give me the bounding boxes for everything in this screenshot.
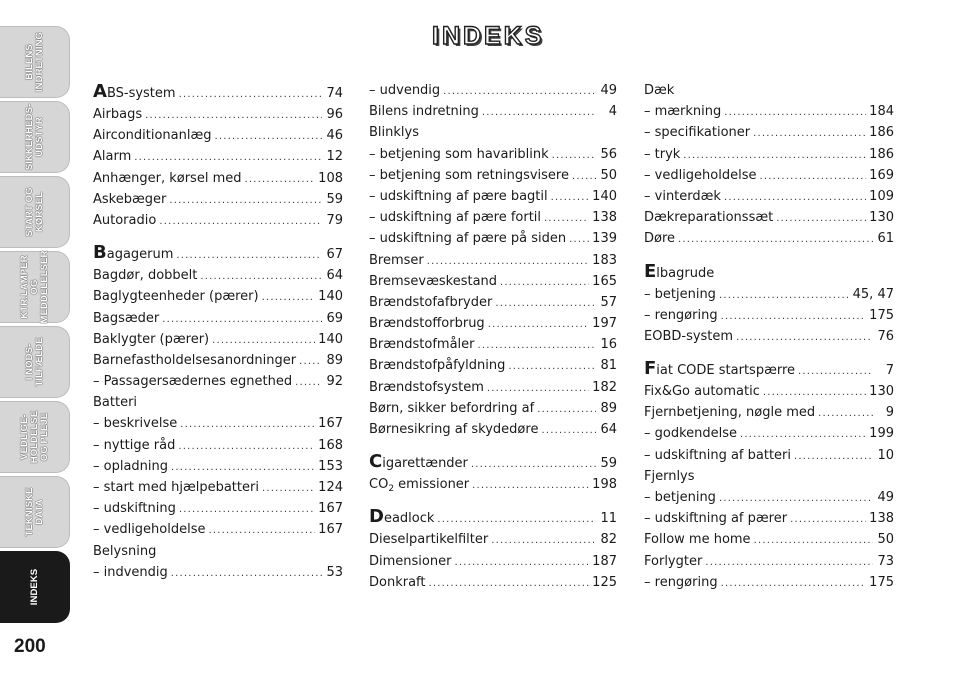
entry-label: Fjernlys (644, 468, 695, 484)
entry-label (644, 260, 714, 286)
dot-leader (537, 399, 596, 420)
entry-label: Baglygteenheder (pærer) (93, 289, 259, 305)
entry-label: – vedligeholdelse (93, 522, 206, 538)
entry-label: – mærkning (644, 104, 722, 120)
tab-bilens-indretning[interactable] (0, 26, 70, 98)
entry-page: 79 (326, 212, 343, 228)
dot-leader (487, 378, 589, 399)
entry-label-part: iat CODE startspærre (656, 363, 796, 379)
entry-page: 16 (600, 337, 617, 353)
index-entry[interactable] (369, 572, 617, 593)
entry-label: Autoradio (93, 212, 157, 228)
entry-label: – betjening (644, 286, 716, 302)
section-initial: B (93, 242, 107, 264)
index-entry[interactable] (93, 519, 343, 540)
entry-label: Follow me home (644, 532, 751, 548)
dot-leader (719, 285, 850, 306)
entry-page: 89 (326, 352, 343, 368)
entry-page: 50 (600, 167, 617, 183)
entry-page: 167 (318, 416, 343, 432)
entry-label-part: agagerum (106, 247, 174, 263)
index-entry[interactable] (369, 101, 617, 122)
index-entry[interactable] (644, 508, 894, 529)
dot-leader (299, 351, 322, 372)
index-entry[interactable] (644, 101, 894, 122)
entry-label: Barnefastholdelsesanordninger (93, 352, 297, 368)
index-entry[interactable] (369, 398, 617, 419)
index-heading (644, 260, 894, 284)
entry-page: 59 (600, 456, 617, 472)
dot-leader (471, 453, 596, 477)
index-entry[interactable] (369, 80, 617, 101)
entry-page: 187 (592, 553, 617, 569)
index-entry[interactable] (369, 551, 617, 572)
index-entry[interactable] (369, 377, 617, 398)
dot-leader (245, 169, 316, 190)
section-initial: C (369, 451, 383, 473)
entry-page: 184 (869, 104, 894, 120)
entry-page: 108 (318, 170, 343, 186)
index-entry[interactable] (93, 371, 343, 392)
index-entry[interactable] (369, 474, 617, 495)
entry-page: 124 (318, 480, 343, 495)
entry-page: 82 (600, 532, 617, 548)
index-heading (93, 392, 343, 413)
dot-leader (427, 251, 589, 272)
entry-page: 9 (885, 405, 894, 421)
entry-page: 57 (600, 294, 617, 310)
entry-label: Anhænger, kørsel med (93, 170, 242, 186)
dot-leader (454, 552, 589, 573)
dot-leader (721, 573, 867, 594)
entry-page: 109 (869, 188, 894, 204)
tab-label: BILENS INDRETNING (23, 31, 45, 93)
index-entry[interactable] (369, 165, 617, 186)
tab-tekniske-data[interactable] (0, 476, 70, 548)
entry-label-part: igarettænder (382, 456, 468, 472)
entry-label-part: eadlock (383, 511, 435, 527)
dot-leader (500, 272, 589, 293)
entry-label: – udskiftning af pærer (644, 511, 788, 527)
dot-leader (134, 147, 322, 168)
index-entry[interactable] (644, 445, 894, 466)
dot-leader (212, 330, 315, 351)
entry-page: 138 (869, 511, 894, 527)
entry-page: 140 (318, 289, 343, 305)
entry-label: – betjening som retningsvisere (369, 167, 569, 183)
entry-label: – indvendig (93, 564, 168, 580)
index-entry[interactable] (93, 104, 343, 125)
tab-label: SIKKERHEDS- UDSTYR (23, 103, 45, 171)
entry-label: Fjernbetjening, nøgle med (644, 405, 816, 421)
entry-page: 59 (326, 191, 343, 207)
entry-page: 73 (877, 553, 894, 569)
dot-leader (760, 166, 867, 187)
index-entry[interactable] (644, 551, 894, 572)
dot-leader (215, 126, 322, 147)
index-entry[interactable] (644, 357, 894, 381)
entry-label: – rengøring (644, 574, 718, 590)
page-number: 200 (14, 636, 46, 657)
dot-leader (443, 81, 596, 102)
index-entry[interactable] (369, 207, 617, 228)
tab-label: I NØDS- TILFÆLDE (23, 337, 45, 387)
index-entry[interactable] (93, 308, 343, 329)
index-entry[interactable] (644, 122, 894, 143)
entry-page: 165 (592, 273, 617, 289)
entry-page: 45, 47 (852, 286, 894, 302)
index-entry[interactable] (369, 334, 617, 355)
entry-page: 92 (326, 374, 343, 390)
index-column-3 (644, 80, 894, 593)
entry-page: 89 (600, 400, 617, 416)
entry-page: 96 (326, 107, 343, 122)
entry-page: 67 (326, 247, 343, 263)
entry-label: – udskiftning af pære bagtil (369, 188, 548, 204)
dot-leader (763, 382, 866, 403)
entry-page: 49 (877, 490, 894, 505)
dot-leader (171, 457, 315, 478)
entry-page: 69 (326, 310, 343, 326)
dot-leader (482, 102, 596, 123)
entry-label: – Passagersædernes egnethed (93, 374, 293, 390)
index-heading (644, 466, 894, 487)
index-entry[interactable] (644, 144, 894, 165)
index-entry[interactable] (644, 165, 894, 186)
index-entry[interactable] (93, 189, 343, 210)
entry-label: – specifikationer (644, 125, 751, 141)
dot-leader (776, 208, 866, 229)
entry-page: 4 (608, 104, 617, 120)
index-entry[interactable] (644, 284, 894, 305)
entry-label: Dækreparationssæt (644, 210, 774, 226)
index-entry[interactable] (644, 326, 894, 347)
index-entry[interactable] (93, 286, 343, 307)
index-entry[interactable] (93, 241, 343, 265)
entry-label: Bagdør, dobbelt (93, 268, 198, 284)
entry-page: 199 (869, 426, 894, 442)
entry-label: Donkraft (369, 574, 426, 590)
entry-page: 7 (885, 363, 894, 379)
index-entry[interactable] (93, 456, 343, 477)
entry-page: 12 (326, 149, 343, 165)
index-entry[interactable] (644, 423, 894, 444)
dot-leader (262, 287, 316, 308)
index-entry[interactable] (369, 529, 617, 550)
entry-label-part: emissioner (394, 477, 470, 493)
entry-page: 56 (600, 146, 617, 162)
dot-leader (488, 314, 589, 335)
entry-label: Brændstofforbrug (369, 316, 485, 332)
entry-page: 175 (869, 307, 894, 323)
tab-label: START OG KØRSEL (23, 187, 45, 237)
dot-leader (145, 105, 322, 126)
entry-label: Dæk (644, 83, 675, 98)
dot-leader (551, 187, 590, 208)
entry-label: Airconditionanlæg (93, 128, 212, 144)
entry-page: 169 (869, 167, 894, 183)
tab-label: KTR.LAMPER OG MEDDELELSER (18, 250, 50, 324)
entry-label: – betjening som havariblink (369, 146, 549, 162)
index-entry[interactable] (93, 80, 343, 104)
entry-label (369, 450, 468, 476)
tab-label: TEKNISKE DATA (23, 487, 45, 537)
entry-page: 182 (592, 379, 617, 395)
dot-leader (262, 478, 315, 499)
section-initial: D (369, 506, 384, 528)
dot-leader (429, 573, 590, 594)
entry-label (644, 357, 795, 383)
dot-leader (478, 335, 596, 356)
entry-page: 74 (326, 86, 343, 101)
index-entry[interactable] (93, 329, 343, 350)
index-entry[interactable] (93, 210, 343, 231)
entry-page: 167 (318, 522, 343, 538)
index-entry[interactable] (93, 498, 343, 519)
dot-leader (544, 208, 589, 229)
entry-page: 53 (326, 564, 343, 580)
entry-label: Døre (644, 231, 676, 247)
entry-label: Airbags (93, 107, 143, 122)
dot-leader (721, 306, 867, 327)
dot-leader (740, 424, 866, 445)
entry-page: 130 (869, 384, 894, 400)
entry-page: 153 (318, 458, 343, 474)
entry-label: Bagsæder (93, 310, 160, 326)
entry-label: Alarm (93, 149, 132, 165)
dot-leader (798, 360, 873, 384)
index-entry[interactable] (93, 562, 343, 583)
dot-leader (491, 530, 596, 551)
tab-ktr-lamper[interactable] (0, 251, 70, 323)
dot-leader (179, 499, 315, 520)
entry-label: – vinterdæk (644, 188, 721, 204)
dot-leader (683, 145, 866, 166)
index-entry[interactable] (369, 228, 617, 249)
entry-page: 186 (869, 146, 894, 162)
entry-label (93, 241, 173, 267)
dot-leader (472, 475, 589, 496)
dot-leader (753, 123, 866, 144)
dot-leader (178, 436, 315, 457)
index-entry[interactable] (93, 168, 343, 189)
dot-leader (719, 488, 873, 509)
index-entry[interactable] (369, 250, 617, 271)
entry-label: – udskiftning af batteri (644, 447, 791, 463)
entry-label: Baklygter (pærer) (93, 331, 210, 347)
entry-page: 140 (318, 331, 343, 347)
dot-leader (179, 83, 322, 107)
dot-leader (159, 211, 322, 232)
tab-i-noedstilfaelde[interactable] (0, 326, 70, 398)
dot-leader (736, 327, 873, 348)
index-entry[interactable] (644, 487, 894, 508)
entry-page: 61 (877, 231, 894, 247)
index-entry[interactable] (644, 572, 894, 593)
dot-leader (495, 293, 596, 314)
entry-page: 125 (592, 574, 617, 590)
index-entry[interactable] (644, 305, 894, 326)
entry-page: 130 (869, 210, 894, 226)
index-entry[interactable] (369, 313, 617, 334)
index-entry[interactable] (644, 207, 894, 228)
index-entry[interactable] (93, 435, 343, 456)
section-initial: E (644, 260, 657, 282)
index-entry[interactable] (369, 419, 617, 440)
entry-label: – start med hjælpebatteri (93, 480, 259, 495)
dot-leader (200, 266, 322, 287)
entry-label: – tryk (644, 146, 681, 162)
index-entry[interactable] (644, 186, 894, 207)
section-initial: F (644, 358, 657, 380)
entry-label: BS-system (106, 86, 176, 101)
entry-label: – godkendelse (644, 426, 738, 442)
index-entry[interactable] (369, 355, 617, 376)
entry-page: 138 (592, 210, 617, 226)
entry-label: Fix&Go automatic (644, 384, 760, 400)
entry-page: 140 (592, 188, 617, 204)
entry-label: – nyttige råd (93, 437, 176, 453)
entry-page: 46 (326, 128, 343, 144)
entry-label: EOBD-system (644, 328, 734, 344)
dot-leader (569, 229, 589, 250)
index-entry[interactable] (93, 146, 343, 167)
entry-label (369, 505, 434, 531)
entry-label: Brændstofsystem (369, 379, 484, 395)
index-entry[interactable] (369, 450, 617, 474)
entry-label: Børn, sikker befordring af (369, 400, 535, 416)
entry-page: 168 (318, 437, 343, 453)
entry-page: 64 (600, 422, 617, 437)
tab-start-og-koersel[interactable] (0, 176, 70, 248)
entry-page: 197 (592, 316, 617, 332)
index-entry[interactable] (644, 402, 894, 423)
entry-page: 167 (318, 501, 343, 517)
dot-leader (754, 530, 873, 551)
tab-vedligeholdelse[interactable] (0, 401, 70, 473)
entry-label: – vedligeholdelse (644, 167, 757, 183)
entry-label: Børnesikring af skydedøre (369, 422, 539, 437)
tab-sikkerhedsudstyr[interactable] (0, 101, 70, 173)
entry-label: Forlygter (644, 553, 703, 569)
index-entry[interactable] (93, 265, 343, 286)
entry-label: – beskrivelse (93, 416, 178, 432)
entry-label: Batteri (93, 395, 138, 411)
entry-page: 198 (592, 477, 617, 493)
index-entry[interactable] (644, 228, 894, 249)
index-entry[interactable] (644, 381, 894, 402)
index-heading (644, 80, 894, 101)
entry-label: Bremsevæskestand (369, 273, 498, 289)
dot-leader (176, 244, 322, 268)
index-column-2 (369, 80, 617, 593)
entry-label: Brændstofmåler (369, 337, 475, 353)
entry-page: 49 (600, 83, 617, 98)
index-entry[interactable] (369, 292, 617, 313)
entry-label: – udvendig (369, 83, 441, 98)
index-entry[interactable] (369, 186, 617, 207)
entry-label: Blinklys (369, 125, 419, 141)
entry-label-part: CO (369, 477, 389, 493)
entry-label: Belysning (93, 543, 157, 559)
index-entry[interactable] (369, 505, 617, 529)
entry-page: 64 (326, 268, 343, 284)
entry-label: Brændstofpåfyldning (369, 358, 506, 374)
dot-leader (818, 403, 873, 424)
entry-page: 10 (877, 447, 894, 463)
index-entry[interactable] (369, 144, 617, 165)
dot-leader (180, 414, 315, 435)
dot-leader (572, 166, 596, 187)
entry-label: Dieselpartikelfilter (369, 532, 489, 548)
dot-leader (724, 187, 866, 208)
index-entry[interactable] (93, 477, 343, 498)
dot-leader (794, 446, 873, 467)
page-title: INDEKS (432, 22, 545, 50)
entry-label: Askebæger (93, 191, 167, 207)
index-entry[interactable] (93, 125, 343, 146)
entry-label (93, 80, 176, 106)
entry-page: 81 (600, 358, 617, 374)
section-initial: A (93, 81, 107, 102)
index-entry[interactable] (93, 350, 343, 371)
dot-leader (552, 145, 596, 166)
entry-page: 50 (877, 532, 894, 548)
entry-label: Dimensioner (369, 553, 452, 569)
entry-label: Bilens indretning (369, 104, 479, 120)
entry-label: Bremser (369, 252, 424, 268)
entry-label: – udskiftning af pære fortil (369, 210, 542, 226)
dot-leader (169, 190, 322, 211)
dot-leader (724, 102, 866, 123)
dot-leader (541, 420, 596, 441)
entry-label-part: 2 (388, 484, 395, 495)
tab-label: VEDLIGE- HOLDELSE OG PLEJE (18, 410, 50, 464)
index-heading (93, 541, 343, 562)
entry-label (369, 474, 469, 500)
index-heading (369, 122, 617, 143)
dot-leader (705, 552, 873, 573)
entry-page: 139 (592, 231, 617, 247)
dot-leader (209, 520, 316, 541)
tab-label: INDEKS (28, 568, 40, 606)
entry-label: – rengøring (644, 307, 718, 323)
entry-label: – betjening (644, 490, 716, 505)
dot-leader (162, 309, 322, 330)
entry-page: 76 (877, 328, 894, 344)
dot-leader (171, 563, 322, 584)
tab-indeks[interactable] (0, 551, 70, 623)
dot-leader (790, 509, 866, 530)
entry-label: – opladning (93, 458, 169, 474)
entry-label: – udskiftning af pære på siden (369, 231, 567, 247)
entry-label: Brændstofafbryder (369, 294, 493, 310)
dot-leader (295, 372, 322, 393)
entry-label: – udskiftning (93, 501, 176, 517)
index-column-1 (93, 80, 343, 583)
index-entry[interactable] (644, 529, 894, 550)
dot-leader (678, 229, 873, 250)
index-entry[interactable] (369, 271, 617, 292)
dot-leader (508, 356, 596, 377)
entry-label-part: lbagrude (656, 265, 715, 281)
entry-page: 175 (869, 574, 894, 590)
index-entry[interactable] (93, 413, 343, 434)
entry-page: 11 (600, 511, 617, 527)
entry-page: 183 (592, 252, 617, 268)
entry-page: 186 (869, 125, 894, 141)
